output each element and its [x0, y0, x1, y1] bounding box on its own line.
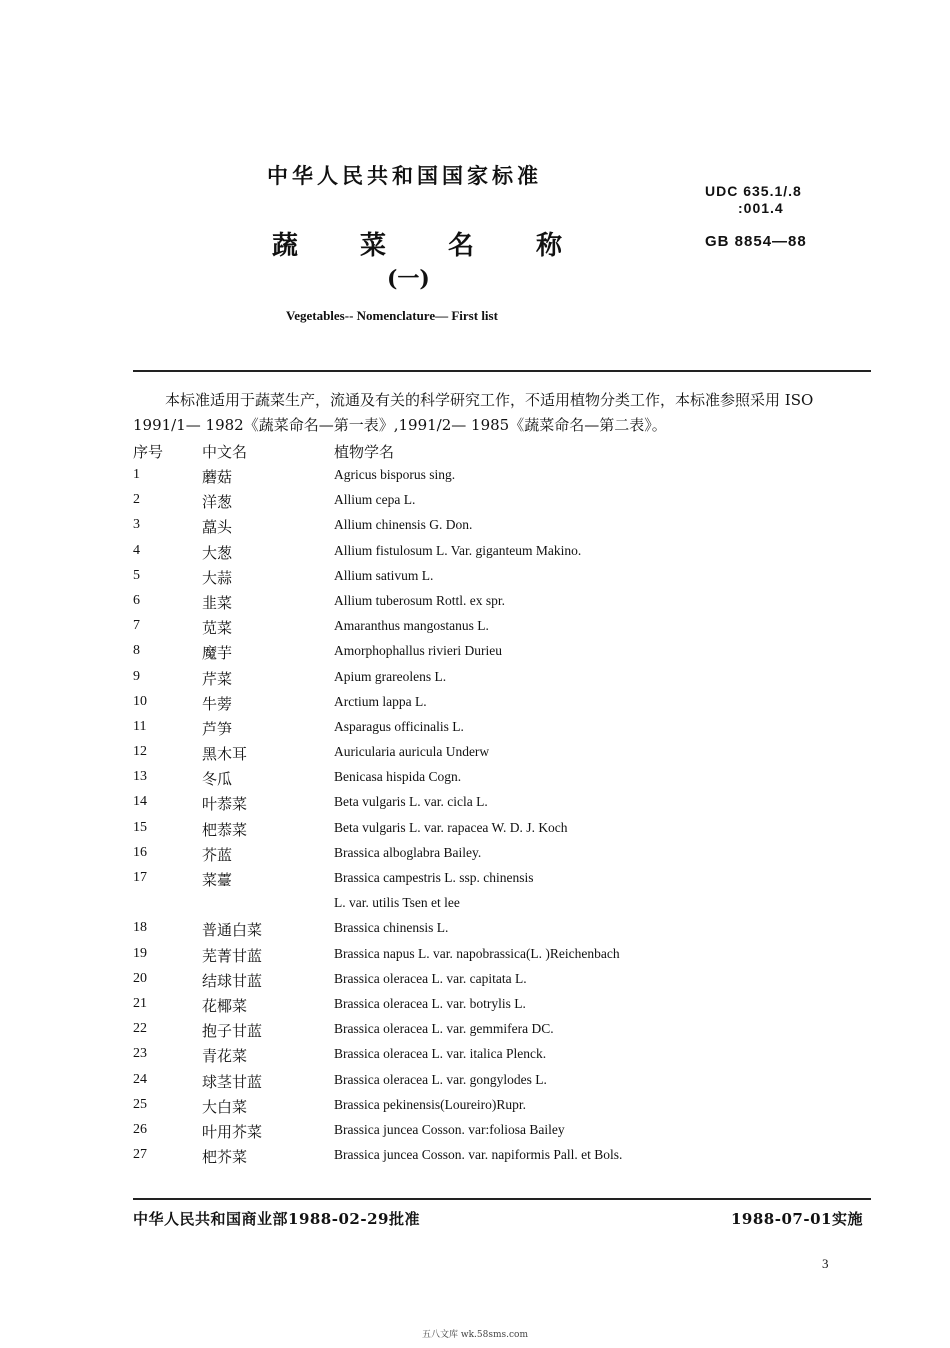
chinese-name: 魔芋 [202, 644, 233, 663]
watermark: 五八文库 wk.58sms.com [422, 1330, 528, 1340]
chinese-name: 韭菜 [202, 593, 233, 612]
top-divider [133, 370, 871, 372]
row-number: 10 [133, 693, 147, 709]
botanical-name: Brassica campestris L. ssp. chinensis [334, 870, 534, 885]
botanical-name: Brassica chinensis L. [334, 920, 449, 936]
title-char: 蔬 [272, 231, 299, 261]
chinese-name: 牛蒡 [202, 694, 233, 713]
table-row [0, 639, 950, 664]
botanical-name: Brassica juncea Cosson. var:foliosa Bailey [334, 1121, 565, 1137]
column-header-botanical-name: 植物学名 [334, 443, 395, 461]
row-number: 13 [133, 769, 147, 785]
row-number: 5 [133, 567, 140, 583]
row-number: 11 [133, 718, 147, 734]
udc-code-continued: :001.4 [738, 200, 784, 216]
row-number: 2 [133, 492, 140, 508]
row-number: 9 [133, 668, 140, 684]
row-number: 23 [133, 1046, 147, 1062]
row-number: 7 [133, 618, 140, 634]
row-number: 20 [133, 970, 147, 986]
table-row [0, 790, 950, 815]
table-row [0, 841, 950, 866]
botanical-name: Beta vulgaris L. var. rapacea W. D. J. Koch [334, 819, 568, 835]
row-number: 12 [133, 744, 147, 760]
table-row [0, 539, 950, 564]
row-number: 15 [133, 819, 147, 835]
table-row [0, 1143, 950, 1168]
botanical-name: Brassica oleracea L. var. botrylis L. [334, 995, 526, 1011]
row-number: 18 [133, 920, 147, 936]
chinese-name: 芦笋 [202, 719, 233, 738]
botanical-name: L. var. utilis Tsen et lee [334, 895, 460, 911]
chinese-name: 芹菜 [202, 669, 233, 688]
botanical-name: Allium cepa L. [334, 492, 416, 508]
chinese-name: 杷菾菜 [202, 820, 248, 839]
species-table [0, 463, 950, 1168]
title-char: 称 [536, 231, 563, 261]
table-row [0, 589, 950, 614]
approval-note: 中华人民共和国商业部1988-02-29批准 [133, 1210, 420, 1228]
table-row [0, 564, 950, 589]
table-row [0, 665, 950, 690]
table-row [0, 1042, 950, 1067]
document-title [272, 225, 562, 262]
chinese-name: 花椰菜 [202, 996, 248, 1015]
row-number: 14 [133, 794, 147, 810]
row-number: 17 [133, 870, 147, 885]
botanical-name: Allium sativum L. [334, 567, 434, 583]
effective-date: 1988-07-01实施 [731, 1210, 863, 1228]
table-row [0, 866, 950, 891]
botanical-name: Brassica oleracea L. var. gongylodes L. [334, 1071, 547, 1087]
table-row [0, 992, 950, 1017]
chinese-name: 抱子甘蓝 [202, 1022, 263, 1041]
document-subtitle: (一) [387, 266, 430, 292]
botanical-name: Brassica oleracea L. var. gemmifera DC. [334, 1021, 554, 1037]
chinese-name: 黑木耳 [202, 745, 248, 764]
chinese-name: 大葱 [202, 543, 233, 562]
botanical-name: Auricularia auricula Underw [334, 744, 490, 760]
title-char: 菜 [360, 231, 387, 261]
table-row [0, 1017, 950, 1042]
botanical-name: Amorphophallus rivieri Durieu [334, 643, 502, 659]
botanical-name: Amaranthus mangostanus L. [334, 618, 489, 634]
botanical-name: Brassica napus L. var. napobrassica(L. )Reichenbach [334, 945, 620, 961]
row-number: 19 [133, 945, 147, 961]
botanical-name: Brassica juncea Cosson. var. napiformis Pall. et Bols. [334, 1147, 623, 1163]
table-row [0, 488, 950, 513]
gb-standard-number: GB 8854—88 [705, 233, 807, 250]
botanical-name: Asparagus officinalis L. [334, 718, 464, 734]
table-row [0, 967, 950, 992]
row-number: 6 [133, 592, 140, 608]
english-title: Vegetables-- Nomenclature— First list [286, 308, 498, 323]
table-row [0, 740, 950, 765]
table-row [0, 765, 950, 790]
chinese-name: 洋葱 [202, 493, 233, 512]
chinese-name: 藠头 [202, 518, 233, 537]
botanical-name: Benicasa hispida Cogn. [334, 769, 462, 785]
chinese-name: 杷芥菜 [202, 1148, 248, 1167]
chinese-name: 大蒜 [202, 568, 233, 587]
chinese-name: 叶用芥菜 [202, 1122, 263, 1141]
table-row [0, 1068, 950, 1093]
table-row [0, 715, 950, 740]
chinese-name: 芜菁甘蓝 [202, 946, 263, 965]
table-row [0, 1093, 950, 1118]
table-row [0, 614, 950, 639]
chinese-name: 大白菜 [202, 1097, 248, 1116]
title-char: 名 [448, 231, 475, 261]
table-row [0, 916, 950, 941]
botanical-name: Brassica pekinensis(Loureiro)Rupr. [334, 1096, 526, 1112]
table-row [0, 513, 950, 538]
botanical-name: Arctium lappa L. [334, 693, 427, 709]
chinese-name: 苋菜 [202, 619, 233, 638]
botanical-name: Allium tuberosum Rottl. ex spr. [334, 592, 505, 608]
botanical-name: Brassica oleracea L. var. italica Plenck. [334, 1046, 547, 1062]
bottom-divider [133, 1198, 871, 1200]
chinese-name: 球茎甘蓝 [202, 1072, 263, 1091]
table-row [0, 1118, 950, 1143]
row-number: 16 [133, 844, 147, 860]
chinese-name: 芥蓝 [202, 845, 233, 864]
table-row [0, 891, 950, 916]
table-row [0, 463, 950, 488]
intro-line-1: 本标准适用于蔬菜生产，流通及有关的科学研究工作，不适用植物分类工作，本标准参照采用 ISO [165, 391, 814, 409]
row-number: 27 [133, 1147, 147, 1163]
chinese-name: 冬瓜 [202, 770, 233, 789]
page-number: 3 [822, 1256, 829, 1271]
chinese-name: 蘑菇 [202, 468, 233, 486]
udc-code: UDC 635.1/.8 [705, 183, 802, 199]
row-number: 22 [133, 1021, 147, 1037]
chinese-name: 青花菜 [202, 1047, 248, 1066]
row-number: 25 [133, 1096, 147, 1112]
row-number: 8 [133, 643, 140, 659]
column-header-number: 序号 [133, 443, 164, 461]
botanical-name: Apium grareolens L. [334, 668, 447, 684]
standard-body-heading: 中华人民共和国国家标准 [267, 163, 542, 188]
table-row [0, 816, 950, 841]
botanical-name: Allium chinensis G. Don. [334, 517, 473, 533]
chinese-name: 叶菾菜 [202, 795, 248, 814]
chinese-name: 菜薹 [202, 871, 233, 889]
botanical-name: Allium fistulosum L. Var. giganteum Makino. [334, 542, 582, 558]
row-number: 3 [133, 517, 140, 533]
row-number: 4 [133, 542, 140, 558]
botanical-name: Brassica oleracea L. var. capitata L. [334, 970, 527, 986]
row-number: 21 [133, 995, 147, 1011]
intro-line-2: 1991/1— 1982《蔬菜命名—第一表》,1991/2— 1985《蔬菜命名—第二表》。 [133, 416, 667, 434]
row-number: 1 [133, 467, 140, 482]
column-header-chinese-name: 中文名 [202, 443, 248, 461]
row-number: 24 [133, 1071, 147, 1087]
table-row [0, 942, 950, 967]
botanical-name: Brassica alboglabra Bailey. [334, 844, 482, 860]
botanical-name: Beta vulgaris L. var. cicla L. [334, 794, 488, 810]
table-row [0, 690, 950, 715]
chinese-name: 普通白菜 [202, 921, 263, 940]
botanical-name: Agricus bisporus sing. [334, 467, 456, 482]
row-number: 26 [133, 1121, 147, 1137]
chinese-name: 结球甘蓝 [202, 971, 263, 990]
